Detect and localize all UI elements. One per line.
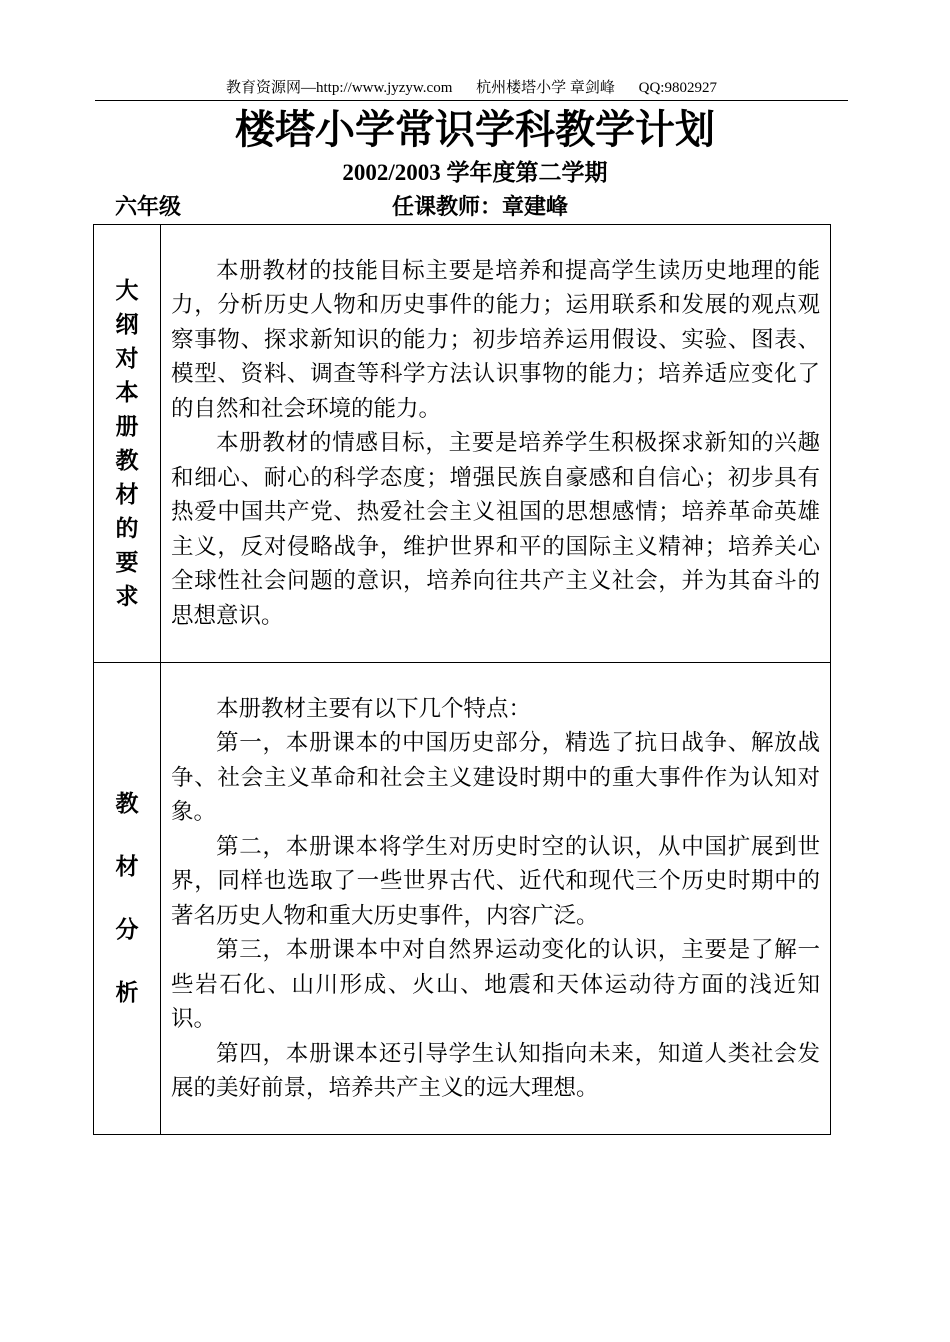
header-site: 教育资源网—http://www.jyzyw.com — [226, 80, 453, 96]
paragraph: 第三，本册课本中对自然界运动变化的认识，主要是了解一些岩石化、山川形成、火山、地震和天体运动待方面的浅近知识。 — [171, 937, 820, 1032]
row-label-requirements: 大纲对本册教材的要求 — [115, 277, 139, 610]
table-row — [94, 663, 831, 1135]
paragraph: 第二，本册课本将学生对历史时空的认识，从中国扩展到世界，同样也选取了一些世界古代、近代和现代三个历史时期中的著名历史人物和重大历史事件，内容广泛。 — [171, 833, 820, 929]
row-content-cell — [161, 663, 831, 1135]
plan-table — [93, 224, 831, 1135]
document-subtitle: 2002/2003 学年度第二学期 — [342, 160, 608, 185]
table-row — [94, 225, 831, 663]
header-qq: QQ:9802927 — [638, 80, 717, 96]
paragraph: 第一，本册课本的中国历史部分，精选了抗日战争、解放战争、社会主义革命和社会主义建设时期中的重大事件作为认知对象。 — [171, 730, 820, 825]
row-label-analysis: 教材分析 — [115, 790, 139, 1006]
teacher-label: 任课教师：章建峰 — [392, 195, 569, 220]
document-title: 楼塔小学常识学科教学计划 — [235, 107, 715, 153]
row-content-cell — [161, 225, 831, 663]
paragraph: 第四，本册课本还引导学生认知指向未来，知道人类社会发展的美好前景，培养共产主义的远大理想。 — [171, 1040, 820, 1101]
page-header — [95, 78, 848, 101]
grade-label: 六年级 — [115, 195, 182, 220]
paragraph: 本册教材主要有以下几个特点： — [216, 695, 532, 722]
requirements-content — [161, 254, 830, 634]
paragraph: 本册教材的技能目标主要是培养和提高学生读历史地理的能力，分析历史人物和历史事件的能力；运用联系和发展的观点观察事物、探求新知识的能力；初步培养运用假设、实验、图表、模型、资料、调查等科学方法认识事物的能力；培养适应变化了的自然和社会环境的能力。 — [171, 257, 820, 422]
analysis-content — [161, 692, 830, 1106]
header-school-author: 杭州楼塔小学 章剑峰 — [476, 80, 615, 96]
row-label-cell — [94, 663, 161, 1135]
paragraph: 本册教材的情感目标，主要是培养学生积极探求新知的兴趣和细心、耐心的科学态度；增强民族自豪感和自信心；初步具有热爱中国共产党、热爱社会主义祖国的思想感情；培养革命英雄主义，反对侵略战争，维护世界和平的国际主义精神；培养关心全球性社会问题的意识，培养向往共产主义社会，并为其奋斗的思想意识。 — [171, 430, 820, 629]
row-label-cell — [94, 225, 161, 663]
